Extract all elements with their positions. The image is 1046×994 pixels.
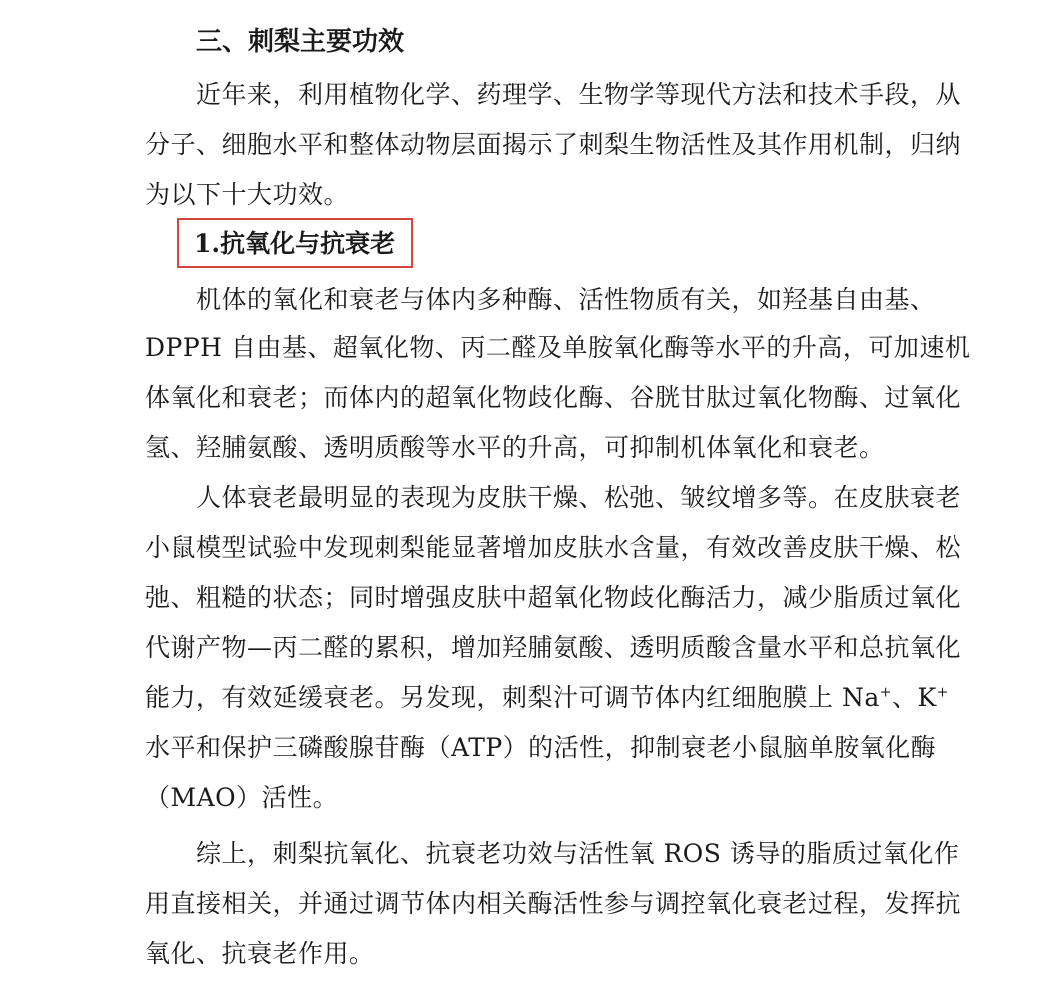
paragraph2-line-2: 小鼠模型试验中发现刺梨能显著增加皮肤水含量，有效改善皮肤干燥、松 xyxy=(145,533,962,562)
paragraph1-line-3: 体氧化和衰老；而体内的超氧化物歧化酶、谷胱甘肽过氧化物酶、过氧化 xyxy=(145,383,962,412)
paragraph2-line-6: 水平和保护三磷酸腺苷酶（ATP）的活性，抑制衰老小鼠脑单胺氧化酶 xyxy=(145,733,937,762)
paragraph1-line-1: 机体的氧化和衰老与体内多种酶、活性物质有关，如羟基自由基、 xyxy=(196,285,936,314)
sodium-charge: + xyxy=(879,684,892,701)
paragraph2-line-5-text: 能力，有效延缓衰老。另发现，刺梨汁可调节体内红细胞膜上 Na xyxy=(145,683,880,712)
paragraph1-line-4: 氢、羟脯氨酸、透明质酸等水平的升高，可抑制机体氧化和衰老。 xyxy=(145,433,885,462)
paragraph2-line-1: 人体衰老最明显的表现为皮肤干燥、松弛、皱纹增多等。在皮肤衰老 xyxy=(196,483,962,512)
paragraph1-line-2: DPPH 自由基、超氧化物、丙二醛及单胺氧化酶等水平的升高，可加速机 xyxy=(145,333,971,362)
subsection-heading: 1.抗氧化与抗衰老 xyxy=(194,229,396,258)
paragraph2-line-3: 弛、粗糙的状态；同时增强皮肤中超氧化物歧化酶活力，减少脂质过氧化 xyxy=(145,583,962,612)
paragraph2-line-4: 代谢产物—丙二醛的累积，增加羟脯氨酸、透明质酸含量水平和总抗氧化 xyxy=(145,633,962,662)
paragraph2-line-7: （MAO）活性。 xyxy=(145,783,339,812)
intro-line-1: 近年来，利用植物化学、药理学、生物学等现代方法和技术手段，从 xyxy=(196,80,962,109)
paragraph3-line-2: 用直接相关，并通过调节体内相关酶活性参与调控氧化衰老过程，发挥抗 xyxy=(145,889,962,918)
paragraph2-line-5-mid: 、K xyxy=(891,683,937,712)
paragraph3-line-1: 综上，刺梨抗氧化、抗衰老功效与活性氧 ROS 诱导的脂质过氧化作 xyxy=(196,839,960,868)
intro-line-3: 为以下十大功效。 xyxy=(145,180,350,209)
section-heading: 三、刺梨主要功效 xyxy=(196,27,405,57)
paragraph2-line-5 xyxy=(145,678,949,718)
paragraph3-line-3: 氧化、抗衰老作用。 xyxy=(145,939,375,968)
potassium-charge: + xyxy=(936,684,949,701)
intro-line-2: 分子、细胞水平和整体动物层面揭示了刺梨生物活性及其作用机制，归纳 xyxy=(145,130,962,159)
